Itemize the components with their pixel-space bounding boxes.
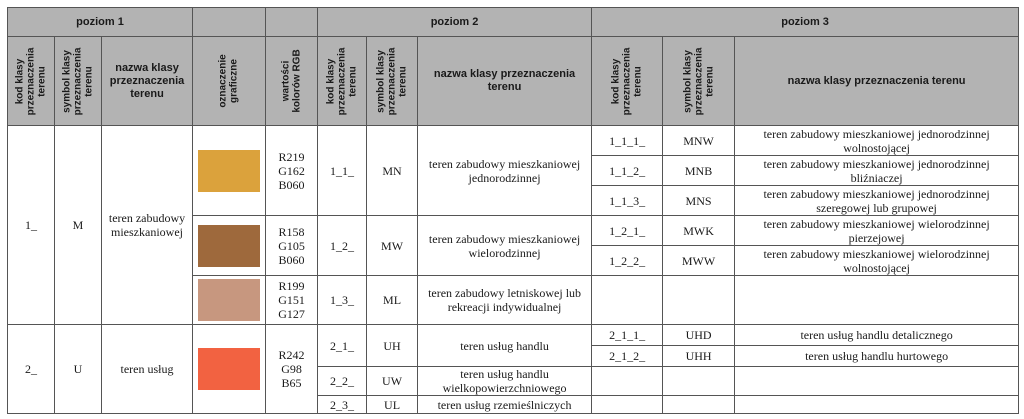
rgb-cell: R199 G151 G127: [266, 276, 318, 325]
l2-symbol-cell: UL: [367, 396, 418, 414]
l1-symbol-cell: M: [55, 126, 102, 325]
l2-symbol-header: symbol klasy przeznaczenia terenu: [367, 37, 418, 126]
level3-header: poziom 3: [592, 8, 1019, 37]
l3-name-cell: teren zabudowy mieszkaniowej wielorodzinnej wolnostojącej: [735, 246, 1019, 276]
l3-code-cell: 1_2_1_: [592, 216, 663, 246]
l3-symbol-cell-empty: [663, 276, 735, 325]
l2-symbol-cell: ML: [367, 276, 418, 325]
l3-code-cell-empty: [592, 367, 663, 396]
l3-code-header: kod klasy przeznaczenia terenu: [592, 37, 663, 126]
l1-name-cell: teren usług: [102, 325, 193, 414]
rgb-header-top: [266, 8, 318, 37]
l2-code-cell: 2_3_: [318, 396, 367, 414]
l3-code-cell: 1_2_2_: [592, 246, 663, 276]
l2-name-cell: teren usług handlu: [418, 325, 592, 367]
l2-name-cell: teren zabudowy mieszkaniowej wielorodzinnej: [418, 216, 592, 276]
graphic-header-top: [193, 8, 266, 37]
l2-name-header: nazwa klasy przeznaczenia terenu: [418, 37, 592, 126]
l3-name-cell-empty: [735, 367, 1019, 396]
l1-symbol-cell: U: [55, 325, 102, 414]
l2-name-cell: teren zabudowy mieszkaniowej jednorodzinnej: [418, 126, 592, 216]
l3-code-cell: 1_1_2_: [592, 156, 663, 186]
l1-code-cell: 1_: [8, 126, 55, 325]
l1-name-header: nazwa klasy przeznaczenia terenu: [102, 37, 193, 126]
l3-name-cell: teren zabudowy mieszkaniowej jednorodzinnej szeregowej lub grupowej: [735, 186, 1019, 216]
color-swatch: [198, 150, 260, 192]
l3-symbol-cell: MNS: [663, 186, 735, 216]
l3-code-cell: 1_1_1_: [592, 126, 663, 156]
rgb-header: wartości kolorów RGB: [266, 37, 318, 126]
table-row: [8, 126, 1019, 156]
l2-code-cell: 1_3_: [318, 276, 367, 325]
rgb-cell: R242 G98 B65: [266, 325, 318, 414]
l3-symbol-cell: MWK: [663, 216, 735, 246]
l2-symbol-cell: UH: [367, 325, 418, 367]
l2-code-cell: 2_2_: [318, 367, 367, 396]
l2-name-cell: teren zabudowy letniskowej lub rekreacji indywidualnej: [418, 276, 592, 325]
color-swatch: [198, 225, 260, 267]
l2-code-header: kod klasy przeznaczenia terenu: [318, 37, 367, 126]
land-use-classification-table: [7, 7, 1019, 414]
l3-symbol-cell: MNW: [663, 126, 735, 156]
level1-header: poziom 1: [8, 8, 193, 37]
l2-symbol-cell: UW: [367, 367, 418, 396]
l1-name-cell: teren zabudowy mieszkaniowej: [102, 126, 193, 325]
graphic-cell: [193, 276, 266, 325]
l2-symbol-cell: MW: [367, 216, 418, 276]
l3-symbol-cell: UHH: [663, 346, 735, 367]
table-row: [8, 325, 1019, 346]
l2-code-cell: 1_1_: [318, 126, 367, 216]
l3-code-cell: 1_1_3_: [592, 186, 663, 216]
l3-code-cell: 2_1_2_: [592, 346, 663, 367]
l3-code-cell-empty: [592, 276, 663, 325]
l3-symbol-cell: MWW: [663, 246, 735, 276]
l3-name-cell: teren usług handlu detalicznego: [735, 325, 1019, 346]
l3-name-cell: teren zabudowy mieszkaniowej wielorodzinnej pierzejowej: [735, 216, 1019, 246]
l3-name-cell: teren zabudowy mieszkaniowej jednorodzinnej bliźniaczej: [735, 156, 1019, 186]
graphic-cell: [193, 216, 266, 276]
l3-name-cell: teren zabudowy mieszkaniowej jednorodzinnej wolnostojącej: [735, 126, 1019, 156]
l3-name-header: nazwa klasy przeznaczenia terenu: [735, 37, 1019, 126]
l2-name-cell: teren usług handlu wielkopowierzchniowego: [418, 367, 592, 396]
l2-code-cell: 1_2_: [318, 216, 367, 276]
l1-code-header: kod klasy przeznaczenia terenu: [8, 37, 55, 126]
l3-name-cell-empty: [735, 276, 1019, 325]
l3-symbol-cell: UHD: [663, 325, 735, 346]
l2-name-cell: teren usług rzemieślniczych: [418, 396, 592, 414]
l1-symbol-header: symbol klasy przeznaczenia terenu: [55, 37, 102, 126]
rgb-cell: R158 G105 B060: [266, 216, 318, 276]
graphic-header: oznaczenie graficzne: [193, 37, 266, 126]
l3-name-cell: teren usług handlu hurtowego: [735, 346, 1019, 367]
l3-symbol-header: symbol klasy przeznaczenia terenu: [663, 37, 735, 126]
l3-symbol-cell: MNB: [663, 156, 735, 186]
l3-code-cell: 2_1_1_: [592, 325, 663, 346]
level2-header: poziom 2: [318, 8, 592, 37]
l2-symbol-cell: MN: [367, 126, 418, 216]
graphic-cell: [193, 325, 266, 414]
l3-code-cell-empty: [592, 396, 663, 414]
color-swatch: [198, 279, 260, 321]
l3-symbol-cell-empty: [663, 396, 735, 414]
rgb-cell: R219 G162 B060: [266, 126, 318, 216]
l3-name-cell-empty: [735, 396, 1019, 414]
l2-code-cell: 2_1_: [318, 325, 367, 367]
color-swatch: [198, 348, 260, 390]
l1-code-cell: 2_: [8, 325, 55, 414]
l3-symbol-cell-empty: [663, 367, 735, 396]
graphic-cell: [193, 126, 266, 216]
